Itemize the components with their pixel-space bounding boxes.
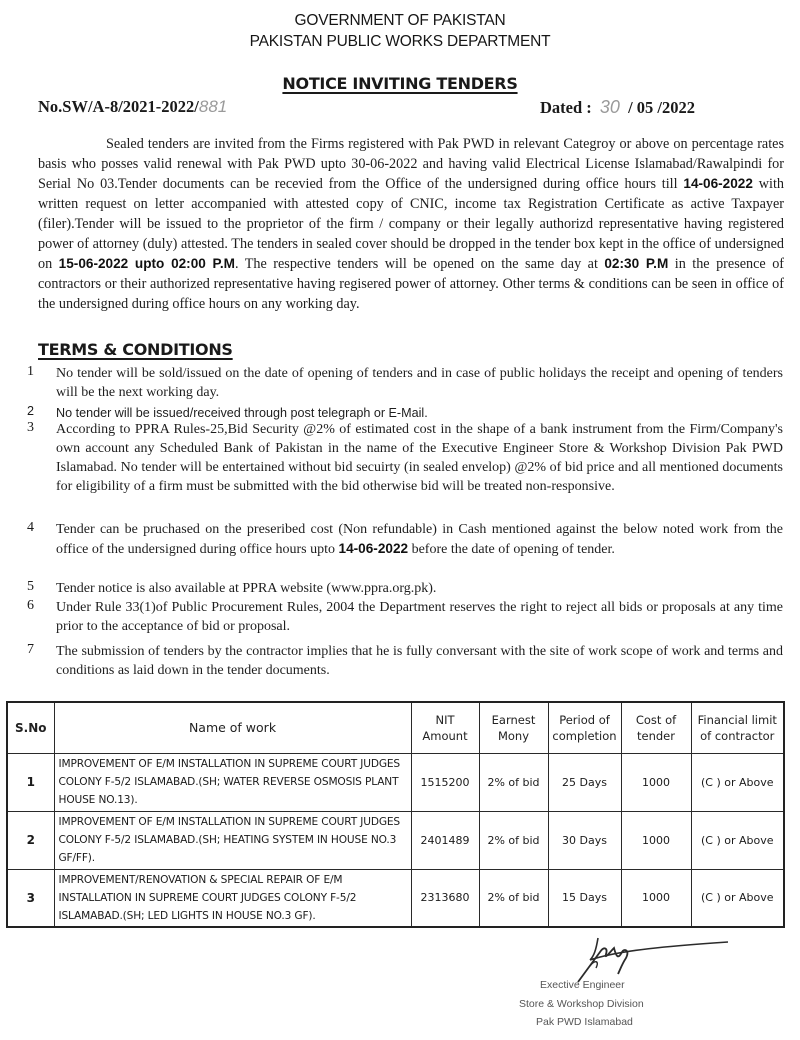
cell-period: 30 Days xyxy=(548,811,621,869)
cell-nit-amount: 2401489 xyxy=(411,811,479,869)
cell-nit-amount: 2313680 xyxy=(411,869,479,927)
header-government: GOVERNMENT OF PAKISTAN xyxy=(294,12,506,29)
header-line: Period of xyxy=(559,712,610,727)
cell-earnest-money: 2% of bid xyxy=(479,811,548,869)
term-text: According to PPRA Rules-25,Bid Security @2% of estimated cost in the shape of a bank instrument from the Firm/Company's own account any Scheduled Bank of Pakistan in the name of the Executive Engineer Store & Workshop Division Pak PWD Islamabad. No tender will be entertained without bid secuirty (in sealed envelop) @2% of bid price and all mentioned documents for eligibility of a firm must be submitted with the bid otherwise bid will be treated non-responsive. xyxy=(56,422,783,494)
table-header-row xyxy=(7,702,784,753)
submission-deadline: 15-06-2022 upto 02:00 P.M xyxy=(58,256,235,272)
notice-date xyxy=(540,97,695,118)
intro-text: Sealed tenders are invited from the Firms registered with Pak PWD in relevant Categroy or above on percentage rates basis who posses valid renewal with Pak PWD upto 30-06-2022 and having valid Electrical License Islamabad/Rawalpindi for Serial No 03.Tender documents can be recevied from the Office of the undersigned during office hours till xyxy=(38,136,784,193)
cell-sno: 2 xyxy=(7,811,54,869)
term-number: 4 xyxy=(27,520,34,535)
term-number: 3 xyxy=(27,420,34,435)
issue-deadline: 14-06-2022 xyxy=(683,176,753,192)
date-label: Dated : xyxy=(540,98,592,117)
header-line: NIT xyxy=(435,712,455,727)
cell-cost: 1000 xyxy=(621,753,691,811)
purchase-deadline: 14-06-2022 xyxy=(338,541,409,556)
cell-sno: 1 xyxy=(7,753,54,811)
term-number: 6 xyxy=(27,598,34,613)
signatory-division: Store & Workshop Division xyxy=(519,998,644,1010)
cell-earnest-money: 2% of bid xyxy=(479,753,548,811)
header-line: completion xyxy=(552,728,617,743)
header-financial-limit xyxy=(691,702,784,753)
term-text: Tender notice is also available at PPRA website (www.ppra.org.pk). xyxy=(56,581,437,596)
header-earnest-money xyxy=(479,702,548,753)
cell-sno: 3 xyxy=(7,869,54,927)
cell-name-of-work: IMPROVEMENT OF E/M INSTALLATION IN SUPREME COURT JUDGES COLONY F-5/2 ISLAMABAD.(SH; HEATING SYSTEM IN HOUSE NO.3 GF/FF). xyxy=(54,811,411,869)
term-text-part: before the date of opening of tender. xyxy=(408,542,615,557)
term-number: 1 xyxy=(27,364,34,379)
opening-time: 02:30 P.M xyxy=(604,256,669,272)
cell-name-of-work: IMPROVEMENT OF E/M INSTALLATION IN SUPREME COURT JUDGES COLONY F-5/2 ISLAMABAD.(SH; WATER REVERSE OSMOSIS PLANT HOUSE NO.13). xyxy=(54,753,411,811)
cell-cost: 1000 xyxy=(621,869,691,927)
term-text xyxy=(56,520,783,559)
signatory-office: Pak PWD Islamabad xyxy=(536,1016,633,1028)
cell-period: 15 Days xyxy=(548,869,621,927)
term-text: The submission of tenders by the contractor implies that he is fully conversant with the site of work scope of work and terms and conditions as laid down in the tender documents. xyxy=(56,644,783,678)
term-number: 7 xyxy=(27,642,34,657)
cell-name-of-work: IMPROVEMENT/RENOVATION & SPECIAL REPAIR OF E/M INSTALLATION IN SUPREME COURT JUDGES COLONY F-5/2 ISLAMABAD.(SH; LED LIGHTS IN HOUSE NO.3 GF). xyxy=(54,869,411,927)
header-line: Earnest xyxy=(491,712,536,727)
reference-prefix: No.SW/A-8/2021-2022/ xyxy=(38,97,199,116)
header-nit-amount xyxy=(411,702,479,753)
header-department: PAKISTAN PUBLIC WORKS DEPARTMENT xyxy=(249,33,551,50)
reference-handwritten: 881 xyxy=(198,97,228,116)
cell-earnest-money: 2% of bid xyxy=(479,869,548,927)
header-sno: S.No xyxy=(7,702,54,753)
cell-nit-amount: 1515200 xyxy=(411,753,479,811)
term-text: Under Rule 33(1)of Public Procurement Rules, 2004 the Department reserves the right to reject all bids or proposals at any time prior to the acceptance of bid or proposal. xyxy=(56,600,783,634)
header-cost-of-tender xyxy=(621,702,691,753)
intro-text: in the presence of contractors or their authorized representative having regisered power of attorney. Other terms & conditions can be seen in office of the undersigned during office hours on any working day. xyxy=(38,256,785,312)
page-title xyxy=(0,74,800,94)
terms-heading: TERMS & CONDITIONS xyxy=(38,340,233,359)
header-line: tender xyxy=(637,728,675,743)
term-number: 5 xyxy=(27,579,34,594)
header-line: Amount xyxy=(422,728,468,743)
header-line: Financial limit xyxy=(697,712,777,727)
cell-financial-limit: (C ) or Above xyxy=(691,869,784,927)
table-row xyxy=(7,869,784,927)
reference-number xyxy=(38,97,227,117)
cell-financial-limit: (C ) or Above xyxy=(691,811,784,869)
intro-text: with written request on letter accompanied with attested copy of CNIC, income tax Registration Certificate as active Taxpayer (filer).Tender will be issued to the proprietor of the firm / company or their legally authorizd representative having registered power of attorney (duly) attested. The tenders in sealed cover should be dropped in the tender box kept in the office of undersigned on xyxy=(38,176,784,273)
term-number: 2 xyxy=(27,404,35,418)
intro-paragraph xyxy=(38,135,784,314)
header-line: Cost of xyxy=(635,712,677,727)
header-period xyxy=(548,702,621,753)
cell-financial-limit: (C ) or Above xyxy=(691,753,784,811)
table-row xyxy=(7,811,784,869)
header-line: of contractor xyxy=(700,728,775,743)
notice-title-text: NOTICE INVITING TENDERS xyxy=(282,74,518,93)
header-name-of-work: Name of work xyxy=(54,702,411,753)
cell-cost: 1000 xyxy=(621,811,691,869)
term-text: No tender will be issued/received through post telegraph or E-Mail. xyxy=(56,406,428,420)
term-text-part: Tender can be pruchased on the preseribed cost (Non refundable) in Cash mentioned against the below noted work from the office of the undersigned during office hours upto xyxy=(56,522,783,557)
cell-period: 25 Days xyxy=(548,753,621,811)
term-text: No tender will be sold/issued on the date of opening of tenders and in case of public holidays the receipt and opening of tenders will be the next working day. xyxy=(56,366,783,400)
table-row xyxy=(7,753,784,811)
intro-text: . The respective tenders will be opened on the same day at xyxy=(234,256,605,273)
date-month-year: / 05 /2022 xyxy=(628,98,695,117)
signatory-title: Exective Engineer xyxy=(540,979,625,991)
header-line: Mony xyxy=(497,728,530,743)
date-day-handwritten: 30 xyxy=(599,97,620,117)
works-table xyxy=(6,701,785,928)
